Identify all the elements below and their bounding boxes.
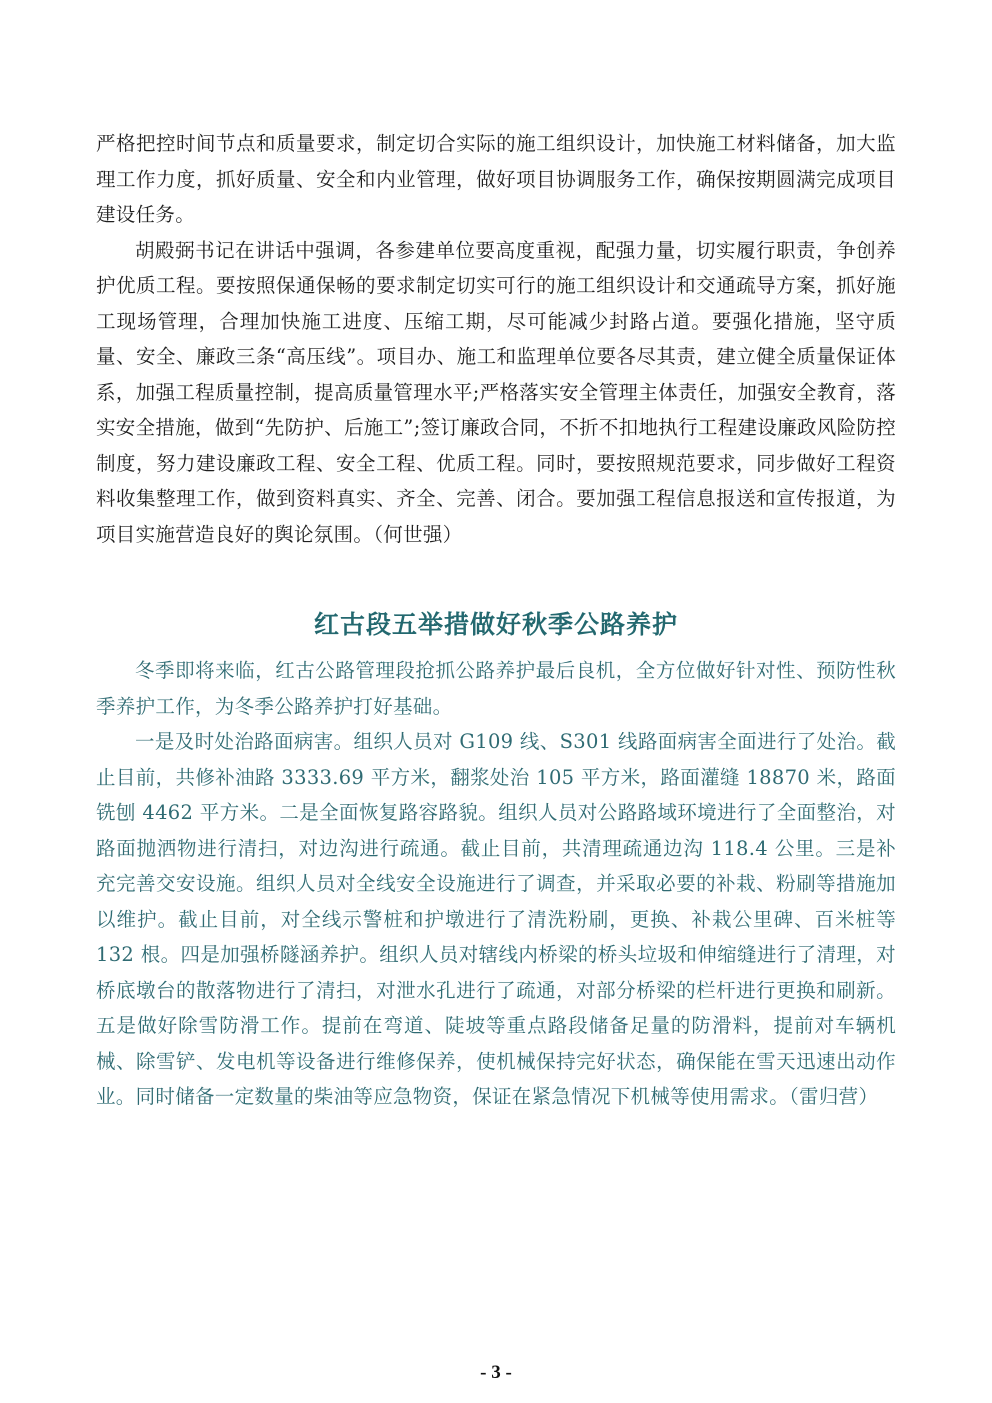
article2-paragraph-1: 冬季即将来临，红古公路管理段抢抓公路养护最后良机，全方位做好针对性、预防性秋季养护工作，为冬季公路养护打好基础。 — [96, 659, 896, 718]
article2-paragraph-2: 一是及时处治路面病害。组织人员对 G109 线、S301 线路面病害全面进行了处治。截止目前，共修补油路 3333.69 平方米，翻浆处治 105 平方米，路面灌缝 18870 米，路面铣刨 4462 平方米。二是全面恢复路容路貌。组织人员对公路路域环境进行了全面整治，对路面抛洒物进行清扫，对边沟进行疏通。截止目前，共清理疏通边沟 118.4 公里。三是补充完善交安设施。组织人员对全线安全设施进行了调查，并采取必要的补栽、粉刷等措施加以维护。截止目前，对全线示警桩和护墩进行了清洗粉刷，更换、补栽公里碑、百米桩等 132 根。四是加强桥隧涵养护。组织人员对辖线内桥梁的桥头垃圾和伸缩缝进行了清理，对桥底墩台的散落物进行了清扫，对泄水孔进行了疏通，对部分桥梁的栏杆进行更换和刷新。五是做好除雪防滑工作。提前在弯道、陡坡等重点路段储备足量的防滑料，提前对车辆机械、除雪铲、发电机等设备进行维修保养，使机械保持完好状态，确保能在雪天迅速出动作业。同时储备一定数量的柴油等应急物资，保证在紧急情况下机械等使用需求。（雷归营） — [96, 730, 896, 1108]
article1-paragraph-1: 严格把控时间节点和质量要求，制定切合实际的施工组织设计，加快施工材料储备，加大监理工作力度，抓好质量、安全和内业管理，做好项目协调服务工作，确保按期圆满完成项目建设任务。 — [96, 132, 896, 226]
article1-paragraph-2: 胡殿弼书记在讲话中强调，各参建单位要高度重视，配强力量，切实履行职责，争创养护优质工程。要按照保通保畅的要求制定切实可行的施工组织设计和交通疏导方案，抓好施工现场管理，合理加快施工进度、压缩工期，尽可能减少封路占道。要强化措施，坚守质量、安全、廉政三条“高压线”。项目办、施工和监理单位要各尽其责，建立健全质量保证体系，加强工程质量控制，提高质量管理水平;严格落实安全管理主体责任，加强安全教育，落实安全措施，做到“先防护、后施工”;签订廉政合同，不折不扣地执行工程建设廉政风险防控制度，努力建设廉政工程、安全工程、优质工程。同时，要按照规范要求，同步做好工程资料收集整理工作，做到资料真实、齐全、完善、闭合。要加强工程信息报送和宣传报道，为项目实施营造良好的舆论氛围。（何世强） — [96, 238, 896, 546]
article2-title: 红古段五举措做好秋季公路养护 — [313, 610, 678, 639]
page-number: - 3 - — [480, 1362, 512, 1383]
document-page — [96, 126, 896, 1115]
